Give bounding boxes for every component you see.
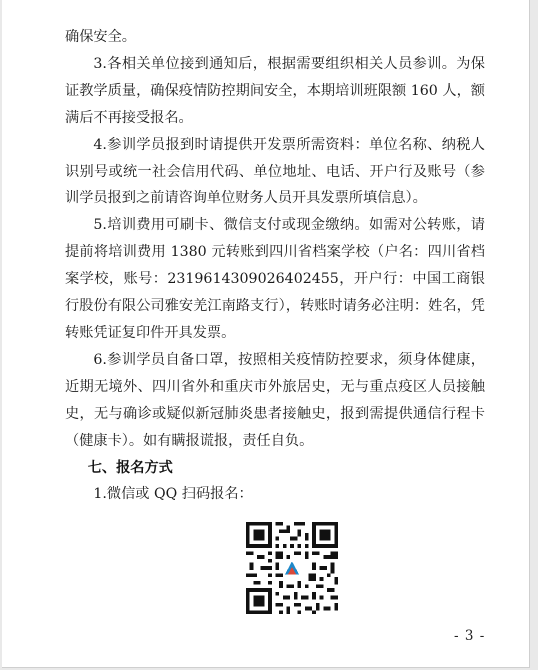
document-page xyxy=(2,0,530,668)
signup-instruction: 1.微信或 QQ 扫码报名： xyxy=(93,486,253,503)
page-number: - 3 - xyxy=(454,628,486,644)
paragraph-continuation: 确保安全。 xyxy=(65,29,136,45)
paragraph-item-4: 4.参训学员报到时请提供开发票所需资料：单位名称、纳税人识别号或统一社会信用代码、单位地址、电话、开户行及账号（参训学员报到之前请咨询单位财务人员开具发票所填信息）。 xyxy=(65,136,485,207)
qr-code-icon[interactable] xyxy=(246,522,338,614)
paragraph-item-3: 3.各相关单位接到通知后，根据需要组织相关人员参训。为保证教学质量，确保疫情防控期间安全，本期培训班限额 160 人，额满后不再接受报名。 xyxy=(65,55,485,126)
document-body xyxy=(65,24,485,508)
paragraph-item-5: 5.培训费用可刷卡、微信支付或现金缴纳。如需对公转账，请提前将培训费用 1380 元转账到四川省档案学校（户名：四川省档案学校，账号：2319614309026402455，开户行：中国工商银行股份有限公司雅安羌江南路支行），转账时请务必注明：姓名，凭转账凭证复印件开具发票。 xyxy=(65,217,485,341)
section-heading: 七、报名方式 xyxy=(87,459,173,476)
paragraph-item-6: 6.参训学员自备口罩，按照相关疫情防控要求，须身体健康，近期无境外、四川省外和重庆市外旅居史，无与重点疫区人员接触史，无与确诊或疑似新冠肺炎患者接触史，报到需提供通信行程卡（健康卡）。如有瞒报谎报，责任自负。 xyxy=(65,351,485,449)
